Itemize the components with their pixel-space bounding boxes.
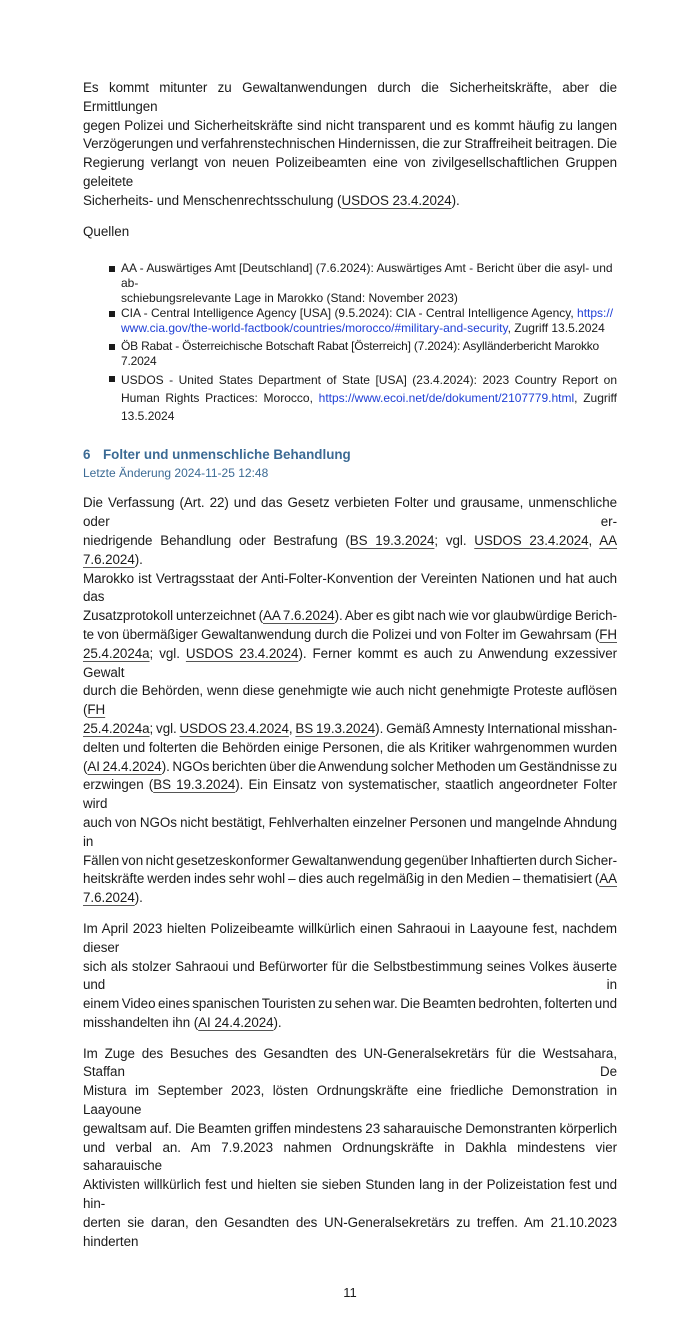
text-segment: heitskräfte werden indes sehr wohl – dies auch regelmäßig in den Medien – thematisiert ( (83, 871, 600, 887)
text-line (83, 117, 617, 136)
citation-link[interactable]: AI 24.4.2024 (87, 758, 162, 774)
citation-link[interactable]: BS 19.3.2024 (349, 532, 435, 548)
source-text: USDOS - United States Department of State [USA] (23.4.2024): 2023 Country Report on Human Rights Practices: Morocco, (121, 373, 617, 406)
text-segment: ( (83, 758, 88, 774)
text-line (83, 758, 617, 777)
citation-link[interactable]: FH (599, 626, 617, 642)
text-line (83, 814, 617, 852)
text-segment: ). (273, 1014, 282, 1030)
text-segment: gewaltsam auf. Die Beamten griffen mindestens 23 saharauische Demonstranten körperlich (83, 1120, 617, 1136)
text-segment: Es kommt mitunter zu Gewaltanwendungen durch die Sicherheitskräfte, aber die Ermittlungen (83, 80, 617, 114)
citation-link[interactable]: AI 24.4.2024 (198, 1014, 274, 1030)
text-segment: ; vgl. (434, 532, 475, 548)
text-line (83, 494, 617, 532)
text-segment: Fällen von nicht gesetzeskonformer Gewaltanwendung gegenüber Inhaftierten durch Sicher- (83, 852, 617, 868)
text-line (83, 720, 617, 739)
text-segment: ; vgl. (149, 645, 186, 661)
text-segment: auch von NGOs nicht bestätigt, Fehlverhalten einzelner Personen und mangelnde Ahndung in (83, 814, 617, 849)
source-text: schiebungsrelevante Lage in Marokko (Stand: November 2023) (121, 291, 458, 306)
text-segment: Marokko ist Vertragsstaat der Anti-Folter-Konvention der Vereinten Nationen und hat auch das (83, 570, 617, 605)
sources-list (83, 261, 617, 425)
source-text: AA - Auswärtiges Amt [Deutschland] (7.6.2024): Auswärtiges Amt - Bericht über die asyl- und ab- (121, 261, 613, 291)
paragraph-torture-1 (83, 494, 617, 908)
citation-link[interactable]: BS 19.3.2024 (153, 777, 236, 793)
citation-link[interactable]: BS 19.3.2024 (295, 720, 376, 736)
text-segment: gegen Polizei und Sicherheitskräfte sind nicht transparent und es kommt häufig zu langen (83, 117, 617, 133)
text-line (83, 776, 617, 814)
text-segment: und verbal an. Am 7.9.2023 nahmen Ordnungskräfte in Dakhla mindestens vier saharauische (83, 1139, 617, 1174)
source-access: , Zugriff 13.5.2024 (121, 391, 617, 424)
citation-link[interactable]: USDOS 23.4.2024 (474, 532, 589, 548)
text-segment: Die Verfassung (Art. 22) und das Gesetz verbieten Folter und grausame, unmenschliche oder er- (83, 495, 617, 530)
text-segment: Mistura im September 2023, lösten Ordnungskräfte eine friedliche Demonstration in Laayoune (83, 1083, 617, 1118)
text-segment: misshandelten ihn ( (83, 1014, 199, 1030)
text-segment: ; vgl. (149, 720, 180, 736)
text-segment: Im Zuge des Besuches des Gesandten des UN-Generalsekretärs für die Westsahara, Staffan De (83, 1045, 617, 1080)
text-line (83, 682, 617, 720)
text-segment: niedrigende Behandlung oder Bestrafung ( (83, 532, 350, 548)
source-link[interactable]: https://www.ecoi.net/de/dokument/2107779.html (318, 391, 575, 406)
last-change: Letzte Änderung 2024-11-25 12:48 (83, 466, 269, 481)
document-page (83, 0, 617, 1251)
text-line (83, 607, 617, 626)
text-line (83, 192, 617, 211)
section-number: 6 (83, 447, 91, 463)
section-heading (83, 447, 617, 462)
source-item-aa (109, 261, 617, 306)
citation-link[interactable]: 25.4.2024a (83, 720, 150, 736)
paragraph-torture-2 (83, 920, 617, 1033)
text-line (83, 135, 617, 154)
source-item-usdos (109, 371, 617, 425)
source-item-cia (109, 306, 617, 336)
text-segment: erzwingen ( (83, 777, 154, 793)
citation-link[interactable]: FH (87, 702, 106, 718)
text-segment: , (288, 720, 296, 736)
text-line (83, 532, 617, 570)
text-segment: einem Video eines spanischen Touristen zu sehen war. Die Beamten bedrohten, folterten und (83, 996, 617, 1012)
citation-link[interactable]: USDOS 23.4.2024 (179, 720, 289, 736)
text-segment: ). Ferner kommt es auch zu Anwendung exzessiver Gewalt (83, 645, 618, 680)
text-segment: derten sie daran, den Gesandten des UN-Generalsekretärs zu treffen. Am 21.10.2023 hinderten (83, 1214, 617, 1249)
text-segment: Im April 2023 hielten Polizeibeamte willkürlich einen Sahraoui in Laayoune fest, nachdem dieser (83, 920, 617, 955)
citation-link[interactable]: AA (599, 871, 617, 887)
text-line (83, 889, 617, 908)
text-line (83, 626, 617, 645)
source-text: CIA - Central Intelligence Agency [USA] (9.5.2024): CIA - Central Intelligence Agency, (121, 306, 578, 321)
source-item-oeb (109, 339, 617, 369)
text-line (83, 870, 617, 889)
text-line (83, 920, 617, 958)
text-line (83, 570, 617, 608)
text-segment: ). Ein Einsatz von systematischer, staatlich angeordneter Folter wird (83, 777, 618, 812)
text-segment: ). Aber es gibt nach wie vor glaubwürdige Berich- (334, 608, 617, 624)
citation-link[interactable]: 7.6.2024 (83, 890, 135, 906)
text-line (83, 739, 617, 758)
citation-link[interactable]: USDOS 23.4.2024 (341, 192, 452, 208)
text-segment: Sicherheits- und Menschenrechtsschulung ( (83, 192, 342, 208)
source-link[interactable]: https://www.cia.gov/the-world-factbook/countries/morocco/#military-and-security (121, 306, 614, 336)
text-line (83, 958, 617, 996)
text-line (83, 154, 617, 192)
citation-link[interactable]: USDOS 23.4.2024 (185, 645, 299, 661)
text-segment: sich als stolzer Sahraoui und Befürworter für die Selbstbestimmung seines Volkes äuserte und in (83, 958, 617, 993)
text-line (83, 645, 617, 683)
text-segment: ). (451, 192, 460, 208)
citation-link[interactable]: AA 7.6.2024 (83, 532, 617, 567)
text-segment: ). Gemäß Amnesty International misshan- (375, 720, 617, 736)
text-line (83, 1014, 617, 1033)
text-segment: ). NGOs berichten über die Anwendung solcher Methoden um Geständnisse zu (161, 758, 617, 774)
paragraph-torture-3 (83, 1045, 617, 1252)
sources-label: Quellen (83, 223, 130, 239)
page-number: 11 (343, 1285, 357, 1301)
text-segment: ). (134, 890, 143, 906)
source-access: , Zugriff 13.5.2024 (507, 321, 605, 336)
section-title: Folter und unmenschliche Behandlung (103, 447, 351, 463)
citation-link[interactable]: AA 7.6.2024 (263, 608, 335, 624)
text-segment: delten und folterten die Behörden einige Personen, die als Kritiker wahrgenommen wurden (83, 739, 617, 755)
text-segment: Regierung verlangt von neuen Polizeibeamten eine von zivilgesellschaftlichen Gruppen geleitete (83, 155, 617, 189)
text-line (83, 79, 617, 117)
text-segment: Aktivisten willkürlich fest und hielten sie sieben Stunden lang in der Polizeistation fest und hin- (83, 1177, 617, 1212)
text-segment: durch die Behörden, wenn diese genehmigte wie auch nicht genehmigte Proteste auflösen ( (83, 683, 617, 718)
text-segment: Zusatzprotokoll unterzeichnet ( (83, 608, 263, 624)
text-line (83, 1120, 617, 1139)
source-text: ÖB Rabat - Österreichische Botschaft Rabat [Österreich] (7.2024): Asylländerbericht Marokko 7.2024 (121, 339, 600, 369)
text-line (83, 1139, 617, 1177)
text-line (83, 1082, 617, 1120)
text-line (83, 995, 617, 1014)
text-line (83, 1176, 617, 1214)
text-line (83, 1045, 617, 1083)
paragraph-intro (83, 79, 617, 211)
text-segment: ). (134, 551, 143, 567)
text-segment: te von übermäßiger Gewaltanwendung durch die Polizei und von Folter im Gewahrsam ( (83, 626, 600, 642)
text-segment: Verzögerungen und verfahrenstechnischen Hindernissen, die zur Straffreiheit beitragen. Die (83, 136, 617, 152)
text-line (83, 1214, 617, 1252)
text-line (83, 852, 617, 871)
text-segment: , (588, 532, 600, 548)
citation-link[interactable]: 25.4.2024a (83, 645, 150, 661)
